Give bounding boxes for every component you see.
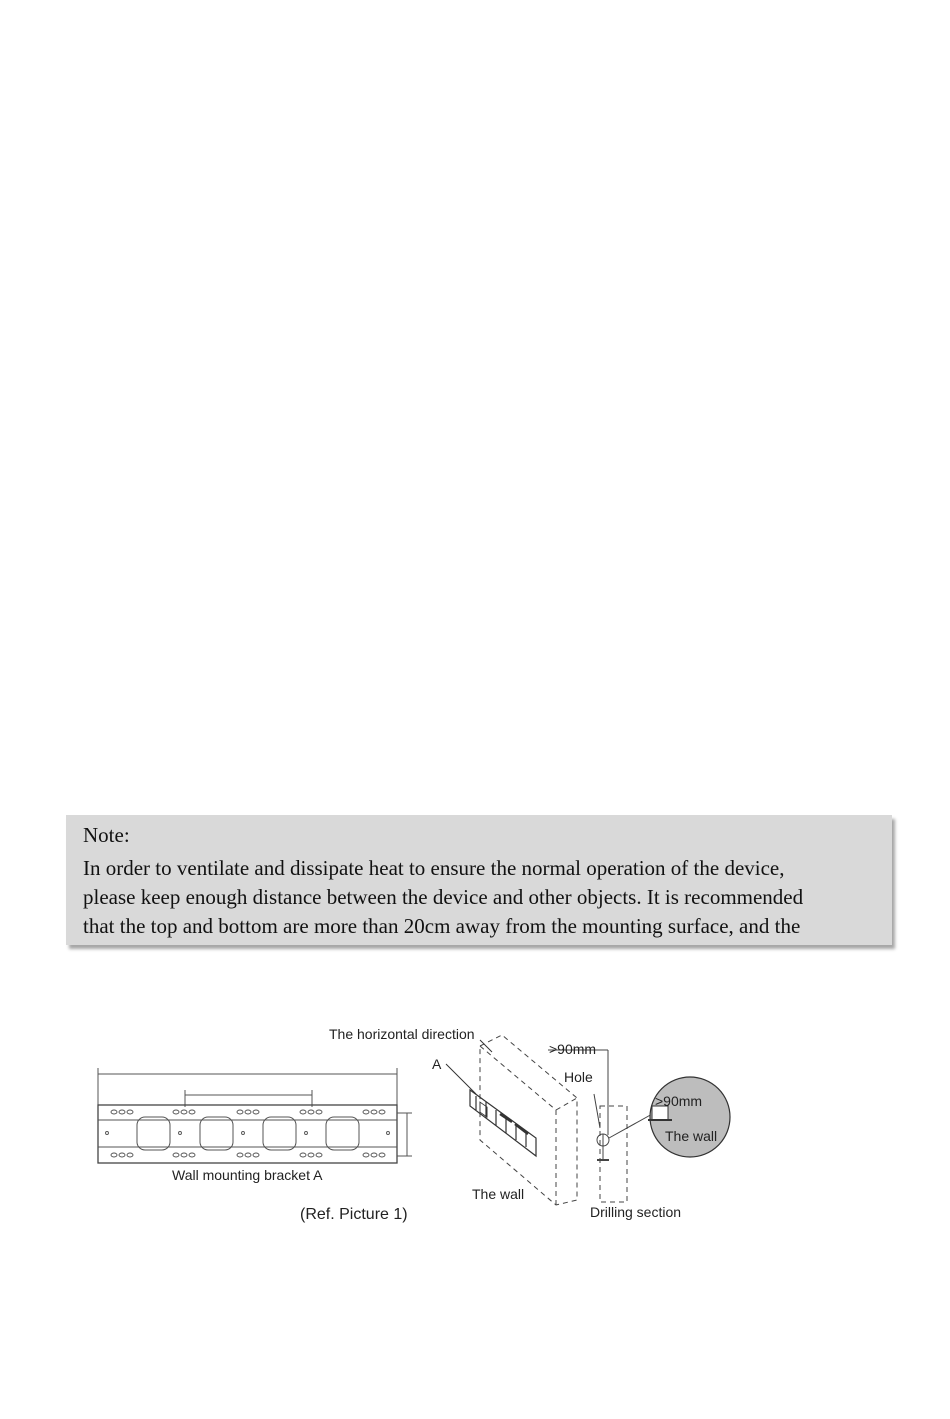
wall-inset	[648, 1077, 730, 1157]
label-hole: Hole	[564, 1069, 593, 1085]
note-line-3: that the top and bottom are more than 20cm away from the mounting surface, and the	[83, 914, 801, 938]
label-inset-wall: The wall	[665, 1128, 718, 1144]
label-a: A	[432, 1056, 442, 1072]
bracket-drawing	[98, 1068, 412, 1163]
mounting-diagram	[0, 1010, 950, 1250]
note-box	[66, 815, 892, 939]
note-line-1: In order to ventilate and dissipate heat to ensure the normal operation of the device,	[83, 856, 785, 880]
label-drilling-section: Drilling section	[590, 1204, 682, 1220]
figure-caption: (Ref. Picture 1)	[300, 1206, 408, 1223]
label-distance-inset: >90mm	[655, 1093, 703, 1109]
note-title: Note:	[83, 823, 130, 847]
label-bracket: Wall mounting bracket A	[172, 1167, 323, 1183]
label-wall: The wall	[472, 1186, 525, 1202]
label-distance-top: >90mm	[549, 1041, 597, 1057]
note-line-2: please keep enough distance between the device and other objects. It is recommended	[83, 885, 804, 909]
label-horizontal-direction: The horizontal direction	[329, 1026, 475, 1042]
wall-drawing	[480, 1035, 577, 1205]
mounting-figure	[0, 1010, 950, 1250]
